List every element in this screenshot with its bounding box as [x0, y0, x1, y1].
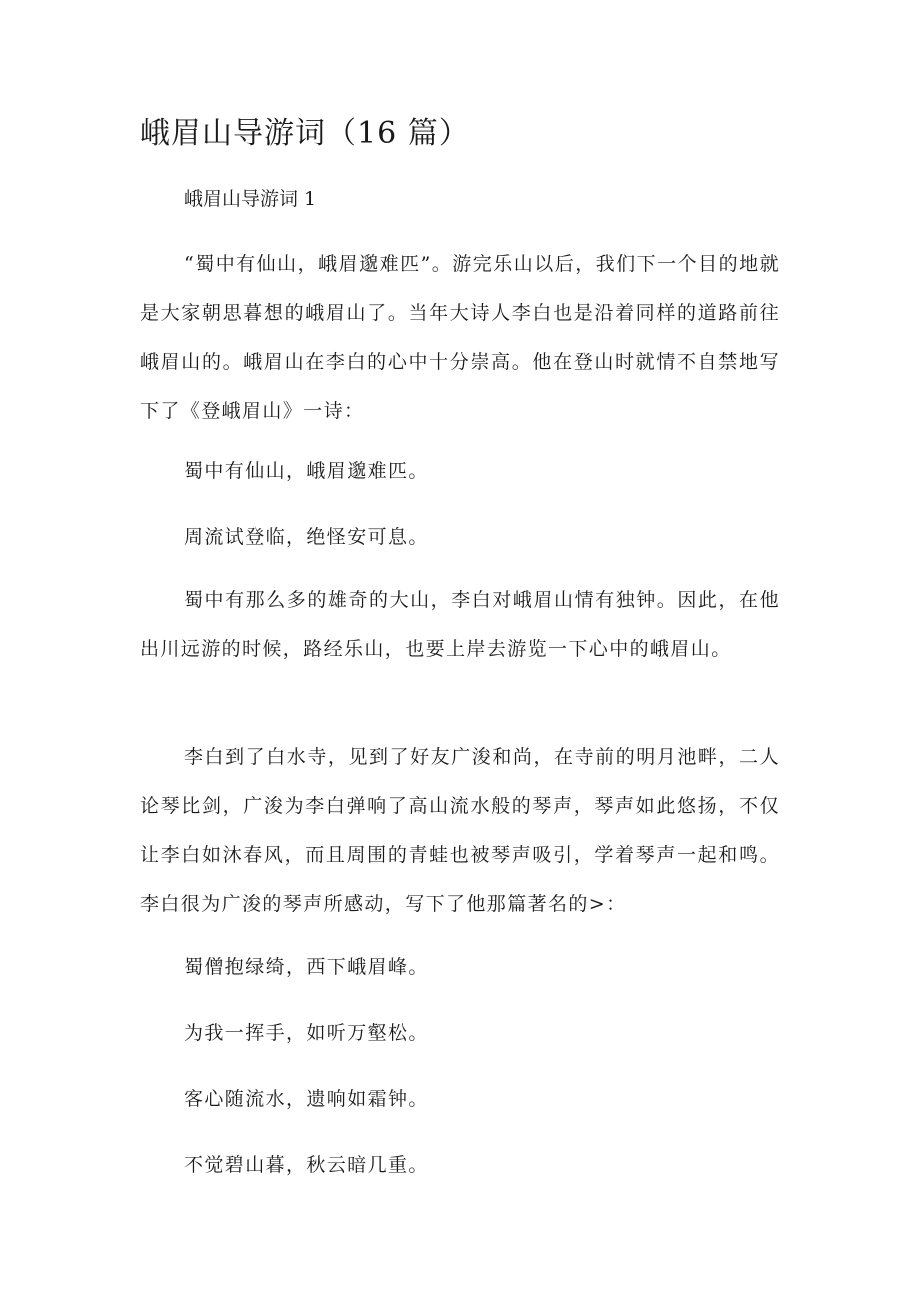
poem-line: 周流试登临，绝怪安可息。 — [184, 526, 429, 548]
poem-line: 不觉碧山暮，秋云暗几重。 — [184, 1154, 429, 1176]
paragraph-body: 李白到了白水寺，见到了好友广浚和尚，在寺前的明月池畔，二人论琴比剑，广浚为李白弹响了高山流水般的琴声，琴声如此悠扬，不仅让李白如沐春风，而且周围的青蛙也被琴声吸引，学着琴声一起和鸣。李白很为广浚的琴声所感动，写下了他那篇著名的>： — [140, 746, 780, 915]
section-heading: 峨眉山导游词 1 — [184, 188, 317, 210]
poem-line: 客心随流水，遗响如霜钟。 — [184, 1088, 429, 1110]
paragraph-body: 蜀中有那么多的雄奇的大山，李白对峨眉山情有独钟。因此，在他出川远游的时候，路经乐山，也要上岸去游览一下心中的峨眉山。 — [140, 589, 780, 660]
poem-line: 蜀中有仙山，峨眉邈难匹。 — [184, 460, 429, 482]
paragraph-intro: “蜀中有仙山，峨眉邈难匹”。游完乐山以后，我们下一个目的地就是大家朝思暮想的峨眉山了。当年大诗人李白也是沿着同样的道路前往峨眉山的。峨眉山在李白的心中十分崇高。他在登山时就情不自禁地写下了《登峨眉山》一诗： — [140, 253, 780, 422]
document-title: 峨眉山导游词（16 篇） — [140, 116, 470, 151]
poem-line: 蜀僧抱绿绮，西下峨眉峰。 — [184, 956, 429, 978]
poem-line: 为我一挥手，如听万壑松。 — [184, 1022, 429, 1044]
